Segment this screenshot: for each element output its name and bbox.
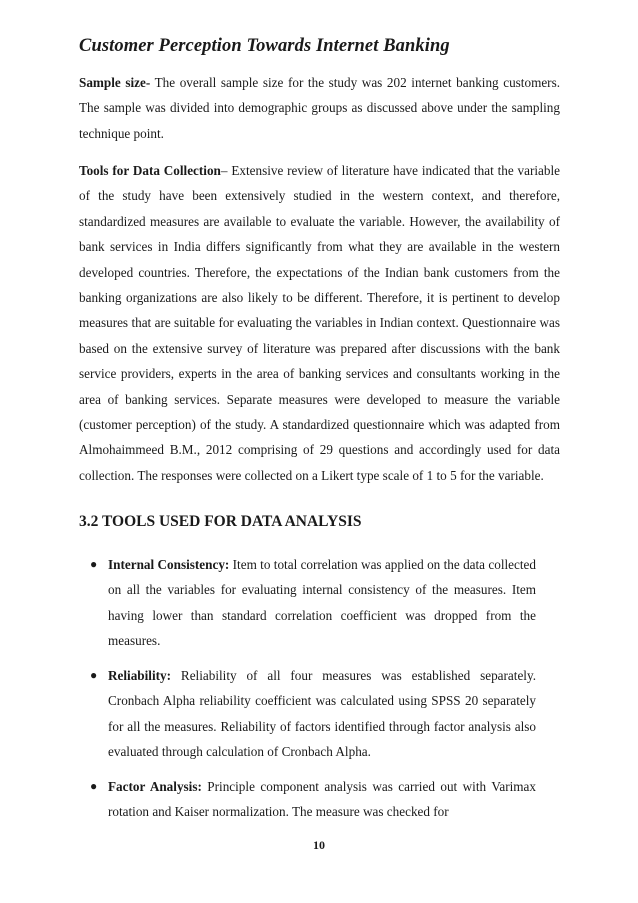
bullet-marker-icon: ● xyxy=(90,557,98,571)
running-header-title: Customer Perception Towards Internet Banking xyxy=(79,36,450,56)
bullet-body: Reliability of all four measures was established separately. Cronbach Alpha reliability coefficient was calculated using SPSS 20 separately for all the measures. Reliability of factors identified through factor analysis also evaluated through calculation of Cronbach Alpha. xyxy=(108,668,536,760)
bullet-body: Item to total correlation was applied on the data collected on all the variables for evaluating internal consistency of the measures. Item having lower than standard correlation coefficient was dropped from the measures. xyxy=(108,557,536,649)
bullet-item-reliability xyxy=(90,663,560,765)
section-heading: 3.2 TOOLS USED FOR DATA ANALYSIS xyxy=(79,513,362,530)
data-collection-text: – Extensive review of literature have indicated that the variable of the study have been extensively studied in the western context, and therefore, standardized measures are available to evaluate the variable. However, the availability of bank services in India differs significantly from what they are available in the western developed countries. Therefore, the expectations of the Indian bank customers from the banking organizations are also likely to be different. Therefore, it is pertinent to develop measures that are suitable for evaluating the variables in Indian context. Questionnaire was based on the extensive survey of literature was prepared after discussions with the bank service providers, experts in the area of banking services and consultants working in the area of banking services. Separate measures were developed to measure the variable (customer perception) of the study. A standardized questionnaire which was adapted from Almohaimmeed B.M., 2012 comprising of 29 questions and accordingly used for data collection. The responses were collected on a Likert type scale of 1 to 5 for the variable. xyxy=(79,163,561,483)
bullet-marker-icon: ● xyxy=(90,779,98,793)
page-number: 10 xyxy=(313,838,325,852)
bullet-text-block xyxy=(108,552,536,654)
data-collection-lead: Tools for Data Collection xyxy=(79,163,221,178)
data-collection-paragraph xyxy=(79,158,560,488)
bullet-lead: Factor Analysis: xyxy=(108,779,202,794)
bullet-text-block xyxy=(108,663,536,765)
bullet-item-factor-analysis xyxy=(90,774,560,825)
bullet-body: Principle component analysis was carried out with Varimax rotation and Kaiser normalization. The measure was checked for xyxy=(108,779,536,820)
sample-size-paragraph xyxy=(79,70,560,146)
bullet-lead: Internal Consistency: xyxy=(108,557,230,572)
bullet-item-internal-consistency xyxy=(90,552,560,654)
sample-size-lead: Sample size- xyxy=(79,75,151,90)
bullet-lead: Reliability: xyxy=(108,668,172,683)
bullet-marker-icon: ● xyxy=(90,668,98,682)
bullet-text-block xyxy=(108,774,536,825)
sample-size-text: The overall sample size for the study was 202 internet banking customers. The sample was divided into demographic groups as discussed above under the sampling technique point. xyxy=(79,75,560,141)
